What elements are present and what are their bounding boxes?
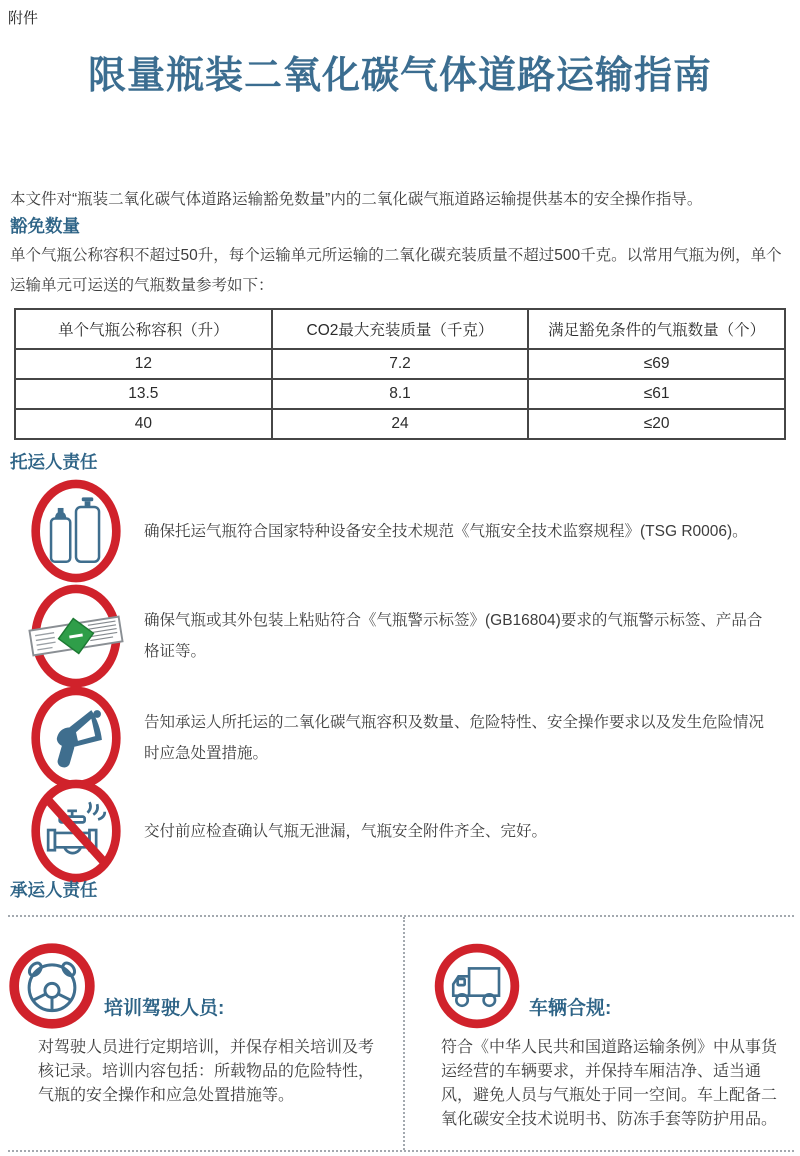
carrier-column-header <box>8 942 398 1030</box>
col-header-cylinder-count: 满足豁免条件的气瓶数量（个） <box>528 309 785 349</box>
section-heading-exemption: 豁免数量 <box>10 216 80 236</box>
cell-count: ≤20 <box>528 409 785 439</box>
warning-label-icon <box>28 583 124 689</box>
cell-volume: 12 <box>15 349 272 379</box>
carrier-column-driver-training <box>8 917 398 1150</box>
shipper-item-leak-check <box>28 777 788 885</box>
intro-paragraph: 本文件对“瓶装二氧化碳气体道路运输豁免数量”内的二氧化碳气瓶道路运输提供基本的安全操作指导。 <box>10 191 703 208</box>
dotted-divider <box>403 917 405 1150</box>
table-row <box>15 379 785 409</box>
exemption-limits-table <box>14 308 786 440</box>
carrier-column-label: 培训驾驶人员: <box>104 998 225 1019</box>
table-header-row <box>15 309 785 349</box>
megaphone-icon <box>28 685 124 791</box>
carrier-column-label: 车辆合规: <box>529 998 612 1019</box>
attachment-label: 附件 <box>8 10 39 27</box>
shipper-item-text: 交付前应检查确认气瓶无泄漏，气瓶安全附件齐全、完好。 <box>144 822 548 840</box>
steering-wheel-icon <box>8 942 96 1030</box>
section-heading-carrier: 承运人责任 <box>10 880 98 900</box>
exemption-description: 单个气瓶公称容积不超过50升，每个运输单元所运输的二氧化碳充装质量不超过500千克。以常用气瓶为例，单个运输单元可运送的气瓶数量参考如下： <box>10 247 782 294</box>
shipper-item-cylinder-spec <box>28 477 788 585</box>
truck-icon <box>433 942 521 1030</box>
cell-count: ≤69 <box>528 349 785 379</box>
carrier-column-vehicle-compliance <box>421 917 794 1150</box>
gas-cylinders-icon <box>28 478 124 584</box>
carrier-column-header <box>433 942 794 1030</box>
cell-volume: 13.5 <box>15 379 272 409</box>
shipper-item-inform-carrier <box>28 684 788 792</box>
carrier-column-text: 符合《中华人民共和国道路运输条例》中从事货运经营的车辆要求，并保持车厢洁净、适当通风，避免人员与气瓶处于同一空间。车上配备二氧化碳安全技术说明书、防冻手套等防护用品。 <box>441 1039 778 1128</box>
col-header-max-fill: CO2最大充装质量（千克） <box>272 309 529 349</box>
table-row <box>15 349 785 379</box>
cell-count: ≤61 <box>528 379 785 409</box>
cell-max-fill: 8.1 <box>272 379 529 409</box>
section-heading-shipper: 托运人责任 <box>10 452 98 472</box>
carrier-panel <box>8 915 794 1152</box>
cell-max-fill: 7.2 <box>272 349 529 379</box>
cell-max-fill: 24 <box>272 409 529 439</box>
shipper-item-warning-label <box>28 582 788 690</box>
shipper-item-text: 确保托运气瓶符合国家特种设备安全技术规范《气瓶安全技术监察规程》(TSG R0006)。 <box>144 522 748 540</box>
table-row <box>15 409 785 439</box>
carrier-column-text: 对驾驶人员进行定期培训，并保存相关培训及考核记录。培训内容包括：所载物品的危险特性，气瓶的安全操作和应急处置措施等。 <box>38 1039 375 1104</box>
page-title: 限量瓶装二氧化碳气体道路运输指南 <box>87 55 712 97</box>
cell-volume: 40 <box>15 409 272 439</box>
shipper-item-text: 告知承运人所托运的二氧化碳气瓶容积及数量、危险特性、安全操作要求以及发生危险情况时应急处置措施。 <box>144 714 765 762</box>
shipper-item-text: 确保气瓶或其外包装上粘贴符合《气瓶警示标签》(GB16804)要求的气瓶警示标签、产品合格证等。 <box>144 612 763 660</box>
no-leak-icon <box>28 778 124 884</box>
col-header-volume: 单个气瓶公称容积（升） <box>15 309 272 349</box>
